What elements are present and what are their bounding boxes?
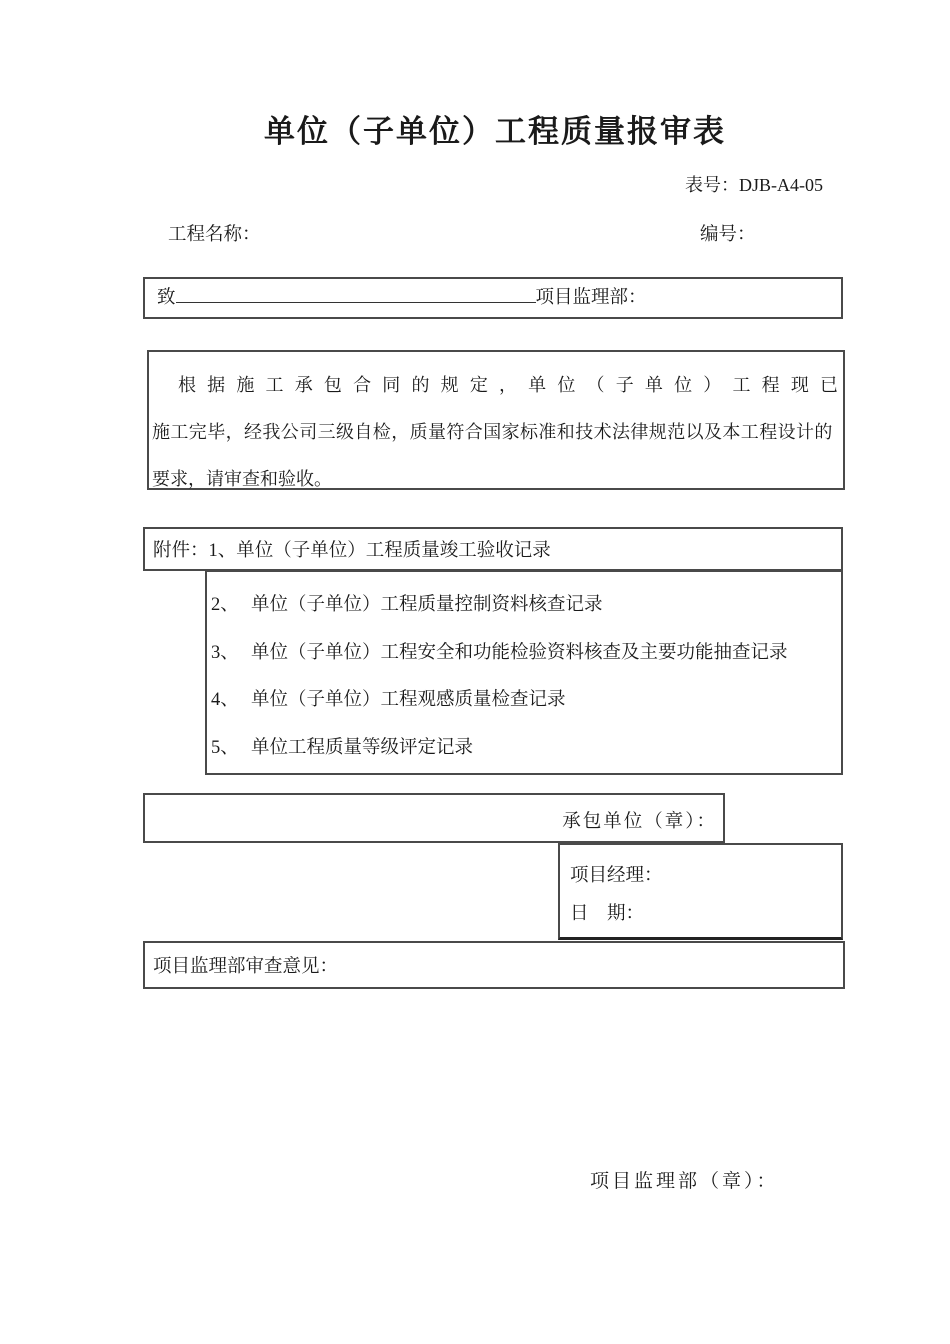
attachment-list-box — [205, 570, 843, 775]
statement-line-3: 要求，请审查和验收。 — [152, 469, 332, 489]
attachment-item — [211, 685, 837, 715]
project-manager-label: 项目经理： — [570, 866, 663, 886]
project-manager-box — [558, 843, 843, 940]
contractor-stamp-label: 承包单位（章）： — [562, 812, 717, 832]
project-name-label: 工程名称： — [168, 225, 261, 245]
attachment-header-box — [143, 527, 843, 571]
attachment-item-number: 4、 — [211, 690, 239, 711]
addressee-prefix: 致 — [157, 288, 176, 308]
statement-box — [147, 350, 845, 490]
page-title: 单位（子单位）工程质量报审表 — [264, 114, 726, 149]
attachment-item-text: 单位（子单位）工程安全和功能检验资料核查及主要功能抽查记录 — [251, 642, 788, 663]
form-number: 表号：DJB-A4-05 — [685, 175, 823, 195]
attachment-item-text: 单位工程质量等级评定记录 — [251, 737, 474, 758]
addressee-blank-line — [176, 302, 536, 303]
supervision-review-label: 项目监理部审查意见： — [153, 957, 339, 977]
supervision-stamp-label: 项目监理部（章）： — [590, 1171, 779, 1192]
attachment-item-number: 3、 — [211, 642, 239, 663]
addressee-box — [143, 277, 843, 319]
date-label: 日 期： — [570, 904, 645, 924]
attachment-item-text: 单位（子单位）工程质量控制资料核查记录 — [251, 595, 603, 615]
supervision-review-box — [143, 941, 845, 989]
attachment-item-number: 2、 — [211, 595, 239, 615]
statement-line-2: 施工完毕，经我公司三级自检，质量符合国家标准和技术法律规范以及本工程设计的 — [152, 422, 833, 442]
attachment-item — [211, 638, 837, 668]
contractor-stamp-box — [143, 793, 725, 843]
attachment-item-text: 单位（子单位）工程观感质量检查记录 — [251, 690, 566, 711]
attachment-item — [211, 590, 837, 620]
statement-line-1: 根 据 施 工 承 包 合 同 的 规 定 ， 单 位 （ 子 单 位 ） 工 程 现 已 — [178, 375, 838, 395]
attachment-first-line: 附件：1、单位（子单位）工程质量竣工验收记录 — [153, 541, 551, 561]
serial-number-label: 编号： — [700, 225, 756, 245]
attachment-item-number: 5、 — [211, 737, 239, 758]
attachment-item — [211, 733, 837, 763]
addressee-suffix: 项目监理部： — [535, 288, 647, 308]
